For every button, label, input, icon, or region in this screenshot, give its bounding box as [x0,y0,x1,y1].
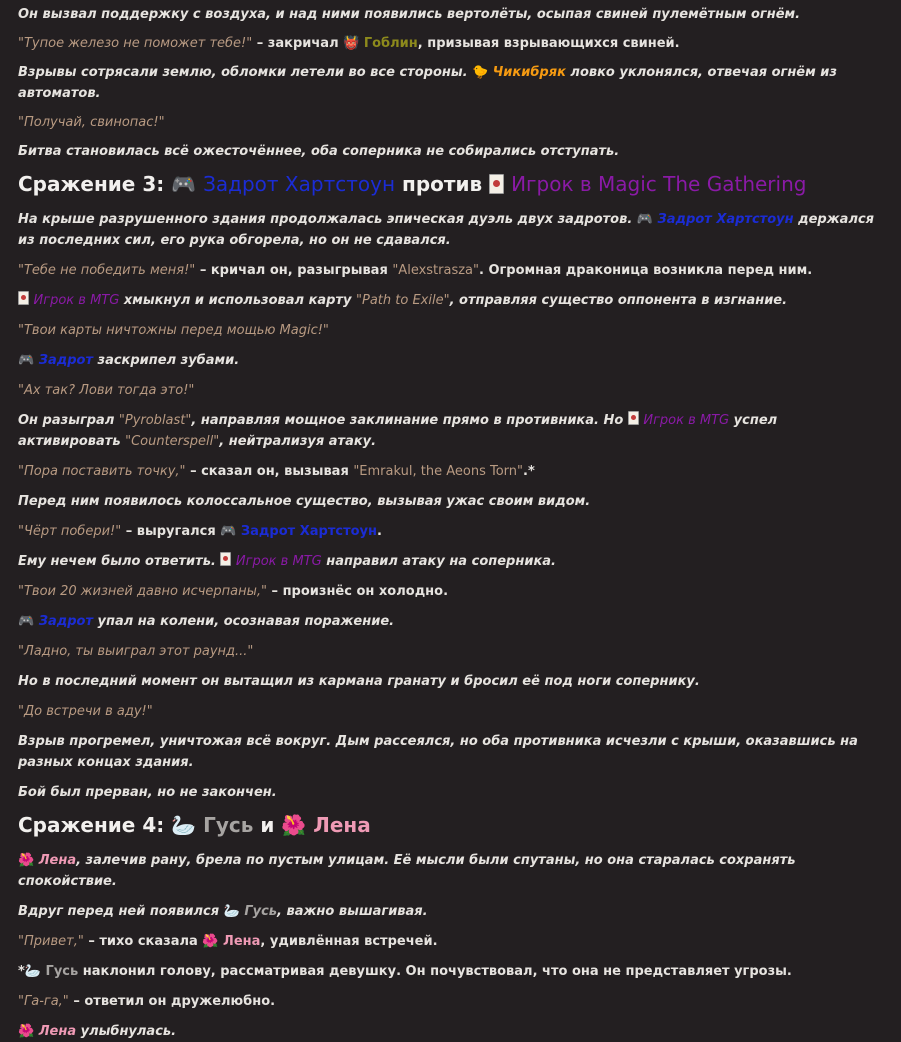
story-line: "Твои 20 жизней давно исчерпаны," – произнёс он холодно. [18,584,449,599]
story-line: Он вызвал поддержку с воздуха, и над ними появились вертолёты, осыпая свиней пулемётным огнём. [18,7,801,22]
story-line: "Привет," – тихо сказала 🌺 Лена, удивлённая встречей. [18,931,883,952]
playing-card-icon [220,552,231,566]
story-line: 🌺 Лена улыбнулась. [18,1021,883,1042]
story-line: "Тупое железо не поможет тебе!" – закричал 👹 Гоблин, призывая взрывающихся свиней. [18,33,883,54]
story-line: "Га-га," – ответил он дружелюбно. [18,994,276,1009]
story-line: "Чёрт побери!" – выругался 🎮 Задрот Хартстоун. [18,521,883,542]
playing-card-icon [489,174,504,194]
character-chikibryak: Чикибряк [492,65,566,80]
gamepad-icon: 🎮 [220,524,237,539]
story-quote: "Твои карты ничтожны перед мощью Magic!" [18,323,329,338]
battle-4-heading: Сражение 4: 🦢 Гусь и 🌺 Лена [18,809,883,841]
flower-icon: 🌺 [281,813,307,837]
flower-icon: 🌺 [18,853,35,868]
character-mtg-player: Игрок в Magic The Gathering [511,172,807,196]
battle-3-heading: Сражение 3: 🎮 Задрот Хартстоун против Игрок в Magic The Gathering [18,168,883,200]
gamepad-icon: 🎮 [171,172,197,196]
story-line: На крыше разрушенного здания продолжалась эпическая дуэль двух задротов. 🎮 Задрот Хартстоун держался из последних сил, его рука обгорела, но он не сдавался. [18,209,883,251]
story-line: Битва становилась всё ожесточённее, оба соперника не собирались отступать. [18,144,620,159]
story-line: Игрок в MTG хмыкнул и использовал карту "Path to Exile", отправляя существо оппонента в изгнание. [18,290,883,311]
gamepad-icon: 🎮 [18,614,35,629]
gamepad-icon: 🎮 [18,353,35,368]
playing-card-icon [18,291,29,305]
chick-icon: 🐤 [472,65,489,80]
story-line: *🦢 Гусь наклонил голову, рассматривая девушку. Он почувствовал, что она не представляет угрозы. [18,961,883,982]
story-line: Перед ним появилось колоссальное существо, вызывая ужас своим видом. [18,494,591,509]
story-line: "Пора поставить точку," – сказал он, вызывая "Emrakul, the Aeons Torn".* [18,464,535,479]
flower-icon: 🌺 [18,1024,35,1039]
character-hearthstone-nerd: Задрот Хартстоун [203,172,396,196]
story-line: 🎮 Задрот упал на колени, осознавая поражение. [18,611,883,632]
story-line: Бой был прерван, но не закончен. [18,785,277,800]
goblin-icon: 👹 [343,36,360,51]
character-lena: Лена [313,813,371,837]
story-quote: "Ладно, ты выиграл этот раунд..." [18,644,254,659]
story-line: 🌺 Лена, залечив рану, брела по пустым улицам. Её мысли были спутаны, но она старалась сохранять спокойствие. [18,850,883,892]
story-quote: "До встречи в аду!" [18,704,153,719]
story-line: 🎮 Задрот заскрипел зубами. [18,350,883,371]
character-goblin: Гоблин [363,36,418,51]
story-quote: "Получай, свинопас!" [18,115,165,130]
swan-icon: 🦢 [223,904,240,919]
story-line: Но в последний момент он вытащил из кармана гранату и бросил её под ноги сопернику. [18,674,700,689]
playing-card-icon [628,411,639,425]
swan-icon: 🦢 [171,813,197,837]
flower-icon: 🌺 [202,934,219,949]
story-line: Взрывы сотрясали землю, обломки летели во все стороны. 🐤 Чикибряк ловко уклонялся, отвечая огнём из автоматов. [18,62,883,104]
story-line: Взрыв прогремел, уничтожая всё вокруг. Дым рассеялся, но оба противника исчезли с крыши, оказавшись на разных концах здания. [18,734,858,770]
story-line: "Тебе не победить меня!" – кричал он, разыгрывая "Alexstrasza". Огромная драконица возникла перед ним. [18,263,813,278]
gamepad-icon: 🎮 [636,212,653,227]
story-line: Он разыграл "Pyroblast", направляя мощное заклинание прямо в противника. Но Игрок в MTG успел активировать "Counterspell", нейтрализуя атаку. [18,413,778,449]
character-goose: Гусь [203,813,254,837]
story-quote: "Ах так? Лови тогда это!" [18,383,195,398]
swan-icon: 🦢 [24,964,41,979]
story-line: Вдруг перед ней появился 🦢 Гусь, важно вышагивая. [18,901,883,922]
story-line: Ему нечем было ответить. Игрок в MTG направил атаку на соперника. [18,554,556,569]
story-content [0,4,901,1042]
